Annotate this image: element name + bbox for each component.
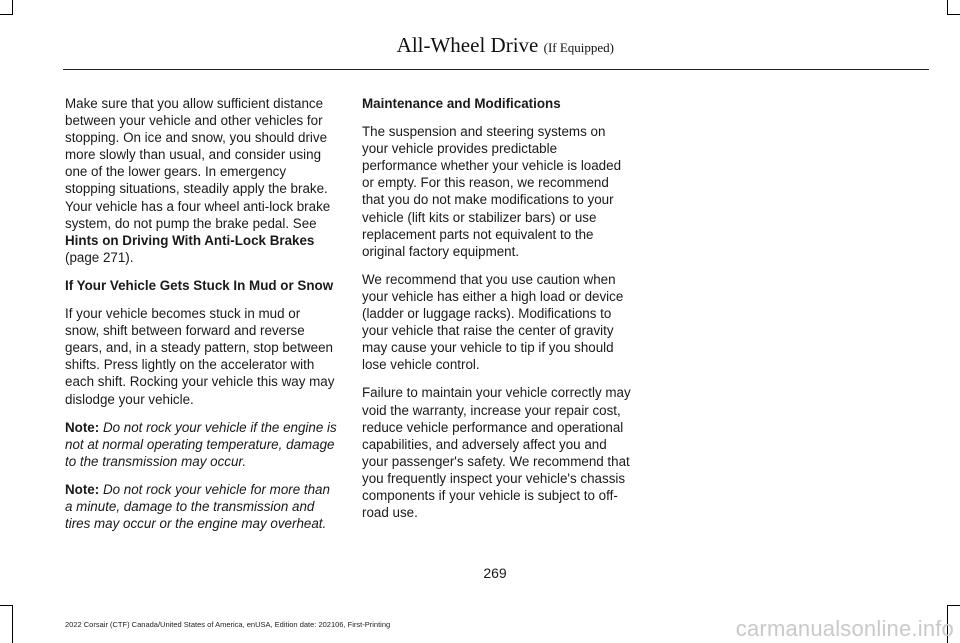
section-title: All-Wheel Drive <box>396 33 539 57</box>
paragraph-braking: Make sure that you allow sufficient distance between your vehicle and other vehicles for stopping. On ice and snow, you should drive more slowly than usual, and consider using one of the lower gears. In emergency stopping situations, steadily apply the brake. Your vehicle has a four wheel anti-lock brake system, do not pump the brake pedal. See Hints on Driving With Anti-Lock Brakes (page 271). <box>65 96 331 265</box>
paragraph-caution: We recommend that you use caution when your vehicle has either a high load or device (ladder or luggage racks). Modifications to your vehicle that raise the center of gravity may cause your vehicle to tip if you should lose vehicle control. <box>362 271 624 373</box>
page-number: 269 <box>483 565 507 581</box>
crop-mark-bottom-left-h <box>0 605 13 606</box>
paragraph-suspension: The suspension and steering systems on your vehicle provides predictable performance whether your vehicle is loaded or empty. For this reason, we recommend that you do not make modifications to your vehicle (lift kits or stabilizer bars) or use replacement parts not equivalent to the original factory equipment. <box>362 124 622 259</box>
heading-stuck: If Your Vehicle Gets Stuck In Mud or Snow <box>65 277 334 293</box>
watermark: carmanualsonline.info <box>735 616 954 641</box>
note-duration: Note: Do not rock your vehicle for more than a minute, damage to the transmission and tires may occur or the engine may overheat. <box>65 481 330 532</box>
crop-mark-top-left-h <box>0 14 13 15</box>
note-temperature: Note: Do not rock your vehicle if the engine is not at normal operating temperature, damage to the transmission may occur. <box>65 419 337 469</box>
paragraph-stuck: If your vehicle becomes stuck in mud or snow, shift between forward and reverse gears, and, in a steady pattern, stop between shifts. Press lightly on the accelerator with each shift. Rocking your vehicle this way may dislodge your vehicle. <box>65 306 335 407</box>
heading-maintenance: Maintenance and Modifications <box>362 96 561 111</box>
crop-mark-top-right-h <box>947 14 960 15</box>
crop-mark-top-left-v <box>12 0 13 14</box>
page-title <box>397 33 614 58</box>
footer-edition-info: 2022 Corsair (CTF) Canada/United States of America, enUSA, Edition date: 202106, First-Printing <box>65 620 391 629</box>
page-reference: (page 271). <box>65 249 134 265</box>
right-column <box>362 95 634 532</box>
paragraph-warranty: Failure to maintain your vehicle correctly may void the warranty, increase your repair cost, reduce vehicle performance and operational capabilities, and adversely affect you and your passenger's safety. We recommend that you frequently inspect your vehicle's chassis components if your vehicle is subject to off-road use. <box>362 385 631 521</box>
cross-reference-link[interactable]: Hints on Driving With Anti-Lock Brakes <box>65 232 315 248</box>
crop-mark-top-right-v <box>947 0 948 14</box>
crop-mark-bottom-right-h <box>947 605 960 606</box>
left-column <box>65 95 337 543</box>
header-divider <box>63 69 929 70</box>
section-subtitle: (If Equipped) <box>543 40 614 55</box>
crop-mark-bottom-left-v <box>12 605 13 643</box>
